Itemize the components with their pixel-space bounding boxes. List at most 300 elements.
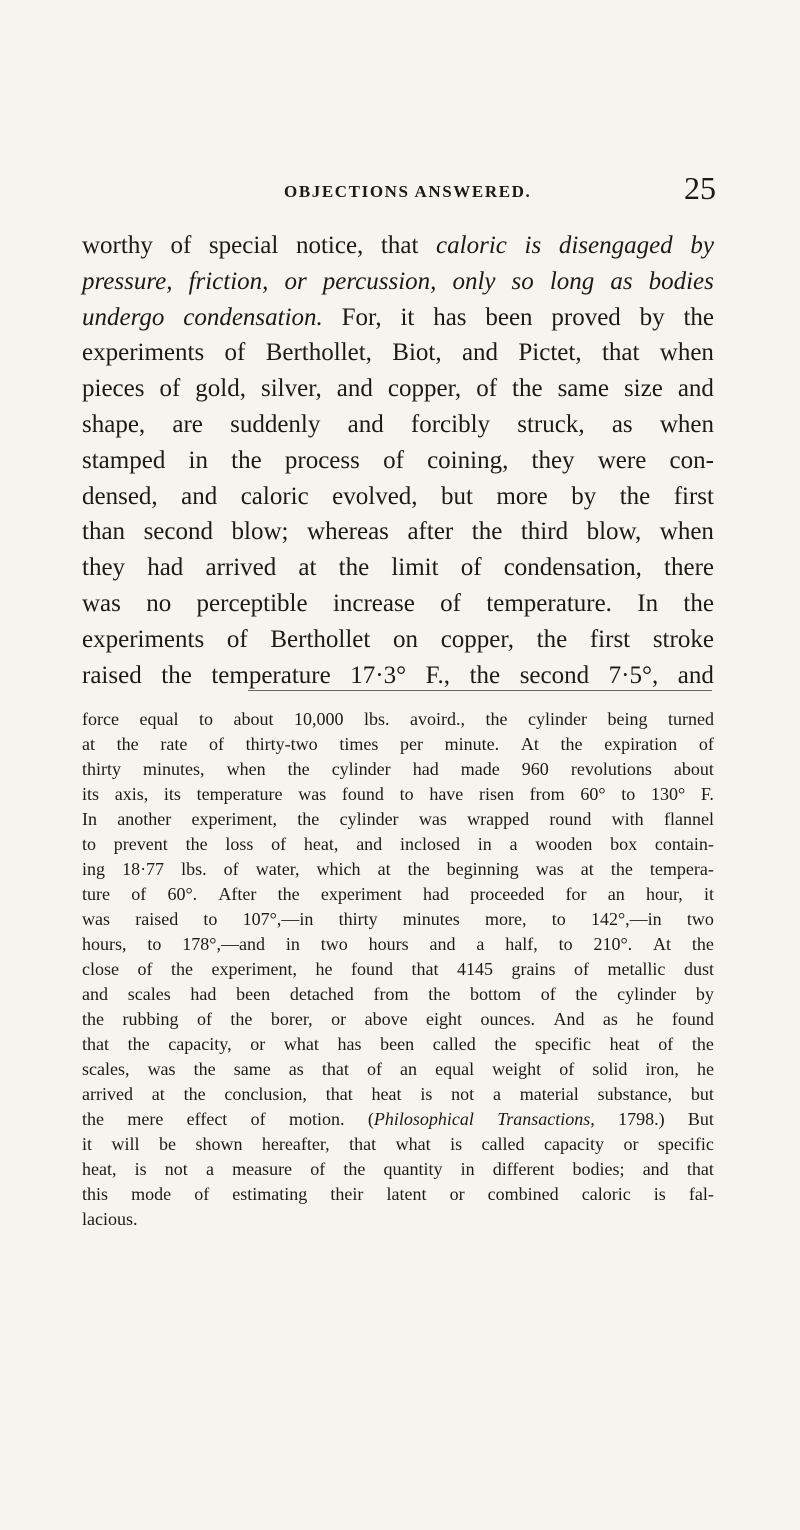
footnote-line [82, 982, 714, 1007]
footnote-word: that [321, 1059, 349, 1079]
body-line [82, 514, 714, 550]
body-line [82, 300, 714, 336]
footnote-word: effect [186, 1109, 228, 1129]
footnote-word: capacity [544, 1134, 604, 1154]
footnote-word: more, [485, 909, 527, 929]
footnote-word: motion. [289, 1109, 345, 1129]
body-word: and [181, 482, 218, 510]
footnote-line [82, 1132, 714, 1157]
footnote-line [82, 707, 714, 732]
footnote-word: to [551, 909, 566, 929]
footnote-word: and [429, 934, 456, 954]
footnote-word: heat, [303, 834, 339, 854]
footnote-word: equal [139, 709, 179, 729]
footnote-line [82, 1207, 714, 1232]
footnote-word: cylinder [527, 709, 587, 729]
footnote-word: at [151, 1084, 165, 1104]
footnote-word: to [399, 784, 414, 804]
body-word: copper, [387, 375, 462, 403]
footnote-word: its [82, 784, 100, 804]
footnote-word: Transactions, [497, 1109, 595, 1129]
footnote-word: of [194, 1184, 210, 1204]
body-word: it [400, 303, 415, 331]
body-word: undergo [82, 303, 165, 331]
footnote-word: as [288, 1059, 304, 1079]
body-word: or [284, 267, 307, 295]
footnote-word: lbs. [363, 709, 390, 729]
footnote-word: at [580, 859, 594, 879]
footnote-word: that [349, 1134, 377, 1154]
body-word: experiments [82, 625, 205, 653]
footnote-word: rubbing [122, 1009, 179, 1029]
footnote-word: had [423, 884, 450, 904]
body-line [82, 407, 714, 443]
footnote-word: cylinder [339, 809, 399, 829]
footnote-word: he [315, 959, 333, 979]
footnote-word: to [82, 834, 97, 854]
body-word: the [683, 303, 714, 331]
footnote-word: been [236, 984, 271, 1004]
footnote-word: inclosed [399, 834, 460, 854]
body-word: of [476, 375, 498, 403]
body-word: evolved, [332, 482, 418, 510]
footnote-word: was [298, 784, 327, 804]
footnote-word: hours, [82, 934, 127, 954]
footnote-word: 1798.) [618, 1109, 665, 1129]
footnote-word: not [164, 1159, 188, 1179]
footnote-word: capacity, [168, 1034, 232, 1054]
footnote-word: bodies; [572, 1159, 625, 1179]
footnote-word: weight [492, 1059, 542, 1079]
running-title: OBJECTIONS ANSWERED. [284, 182, 532, 201]
footnote-word: its [163, 784, 181, 804]
footnote-word: lacious. [82, 1209, 138, 1229]
body-word: are [172, 410, 203, 438]
footnote-word: be [158, 1134, 176, 1154]
body-word: after [407, 518, 454, 546]
footnote-word: per [400, 734, 423, 754]
footnote-word: is [653, 1184, 666, 1204]
footnote-word: two [686, 909, 714, 929]
footnote-word: ture [82, 884, 110, 904]
footnote-word: is [420, 1084, 433, 1104]
body-word: that [380, 232, 419, 259]
body-word: was [82, 589, 121, 617]
footnote-word: of [698, 734, 714, 754]
footnote-word: measure [232, 1159, 293, 1179]
body-word: stamped [82, 446, 166, 474]
footnote-word: that [411, 959, 439, 979]
footnote-word: will [111, 1134, 140, 1154]
body-word: first [589, 625, 631, 653]
footnote-word: is [134, 1159, 147, 1179]
body-word: experiments [82, 339, 205, 367]
body-word: limit [391, 554, 439, 582]
footnote-word: revolutions [570, 759, 652, 779]
body-word: when [659, 410, 714, 438]
body-word: and [677, 661, 714, 689]
body-word: they [531, 446, 575, 474]
body-word: when [659, 518, 714, 546]
footnote-word: 142°,—in [590, 909, 662, 929]
footnote-word: of [658, 1034, 674, 1054]
body-word: arrived [205, 554, 277, 582]
footnote-word: thirty [82, 759, 121, 779]
footnote-word: it [82, 1134, 93, 1154]
footnote-word: detached [289, 984, 354, 1004]
body-word: In [637, 589, 659, 617]
body-line [82, 586, 714, 622]
body-word: pieces [82, 375, 145, 403]
body-word: by [571, 482, 597, 510]
footnote-word: in [285, 934, 300, 954]
footnote-word: from [373, 984, 409, 1004]
body-word: as [611, 410, 633, 438]
footnote-word: cylinder [617, 984, 677, 1004]
footnote-word: two [320, 934, 348, 954]
body-text [82, 228, 714, 693]
footnote-word: the [610, 859, 633, 879]
body-word: 17·3° [350, 661, 407, 689]
body-word: at [298, 554, 317, 582]
body-word: of [440, 589, 461, 617]
footnote-word: arrived [82, 1084, 133, 1104]
footnote-word: hours [368, 934, 409, 954]
footnote-word: was [147, 1059, 176, 1079]
running-head [284, 170, 716, 218]
footnote-word: expiration [604, 734, 678, 754]
footnote-word: minutes [402, 909, 460, 929]
body-word: caloric [240, 482, 309, 510]
footnote-word: being [607, 709, 648, 729]
footnote-word: raised [135, 909, 179, 929]
footnote-word: of [137, 959, 153, 979]
body-word: copper, [440, 625, 514, 653]
footnote-word: minutes, [143, 759, 205, 779]
footnote-word: the [560, 734, 583, 754]
footnote-word: had [412, 759, 439, 779]
body-line [82, 264, 714, 300]
footnote-word: prevent [113, 834, 168, 854]
footnote-word: the [691, 1034, 714, 1054]
body-word: shape, [82, 410, 146, 438]
footnote-word: from [529, 784, 565, 804]
footnote-word: wooden [535, 834, 593, 854]
footnote-word: had [190, 984, 217, 1004]
footnote-line [82, 1157, 714, 1182]
page-number: 25 [684, 170, 716, 206]
footnote-word: At [653, 934, 672, 954]
footnote-word: thirty-two [245, 734, 318, 754]
body-word: more [496, 482, 548, 510]
body-word: the [683, 589, 714, 617]
footnote-word: of [271, 834, 287, 854]
footnote-word: ounces. [480, 1009, 535, 1029]
body-word: first [673, 482, 714, 510]
footnote-word: temperature [196, 784, 283, 804]
body-word: than [82, 518, 126, 546]
footnote-word: the [82, 1109, 104, 1129]
footnote-word: specific [657, 1134, 714, 1154]
footnote-word: hereafter, [261, 1134, 330, 1154]
footnote-word: combined [487, 1184, 559, 1204]
body-word: of [226, 625, 248, 653]
footnote-line [82, 1107, 714, 1132]
body-word: of [383, 446, 404, 474]
footnote-word: the [287, 759, 310, 779]
footnote-word: that [686, 1159, 714, 1179]
footnote-word: 4145 [456, 959, 493, 979]
body-word: temperature. [486, 589, 612, 617]
footnote-word: water, [255, 859, 300, 879]
body-word: same [557, 375, 609, 403]
footnote-word: the [297, 809, 320, 829]
body-word: Berthollet [270, 625, 371, 653]
body-line [82, 479, 714, 515]
body-word: been [485, 303, 533, 331]
footnote-word: an [400, 1059, 418, 1079]
footnote-word: experiment, [191, 809, 278, 829]
footnote-word: cylinder [331, 759, 391, 779]
footnote-word: iron, [645, 1059, 679, 1079]
body-word: that [601, 339, 640, 367]
body-word: on [393, 625, 419, 653]
footnote-word: as [602, 1009, 618, 1029]
footnote-word: the [127, 1034, 150, 1054]
footnote-word: conclusion, [224, 1084, 307, 1104]
footnote-word: the [185, 834, 208, 854]
footnote-word: and [356, 834, 383, 854]
footnote-word: he [696, 1059, 714, 1079]
footnote-word: called [432, 1034, 476, 1054]
footnote-word: In [82, 809, 97, 829]
footnote-word: of [223, 859, 239, 879]
footnote-word: 107°,—in [242, 909, 314, 929]
body-word: blow; [231, 518, 289, 546]
footnote-word: of [131, 884, 147, 904]
footnote-line [82, 732, 714, 757]
body-line [82, 443, 714, 479]
footnote-word: of [366, 1059, 382, 1079]
footnote-word: an [607, 884, 625, 904]
body-word: con- [669, 446, 714, 474]
body-word: the [469, 661, 501, 689]
footnote-word: to [621, 784, 636, 804]
footnote-rule [248, 690, 712, 691]
footnote-word: the [193, 1059, 216, 1079]
footnote-word: the [82, 1009, 104, 1029]
footnote-word: the [691, 934, 714, 954]
footnote-line [82, 932, 714, 957]
footnote-line [82, 882, 714, 907]
footnote-word: experiment [320, 884, 402, 904]
footnote-word: found [350, 959, 393, 979]
footnote-word: 60° [580, 784, 606, 804]
footnote-word: or [331, 1009, 347, 1029]
footnote-word: this [82, 1184, 109, 1204]
body-word: has [433, 303, 467, 331]
footnote-word: mode [131, 1184, 172, 1204]
footnote-word: the [230, 1009, 253, 1029]
footnote-word: and [82, 984, 108, 1004]
footnote-word: same [233, 1059, 271, 1079]
footnote-word: or [623, 1134, 639, 1154]
footnote-line [82, 832, 714, 857]
footnote-word: is [450, 1134, 463, 1154]
body-word: struck, [517, 410, 585, 438]
footnote-word: solid [592, 1059, 628, 1079]
footnote-word: risen [478, 784, 514, 804]
footnote-word: 130° [650, 784, 686, 804]
body-word: densed, [82, 482, 158, 510]
footnote-word: a [476, 934, 485, 954]
footnote-word: After [218, 884, 257, 904]
body-word: and [336, 375, 373, 403]
footnote-word: a [509, 834, 518, 854]
body-word: and [461, 339, 499, 367]
footnote-word: what [283, 1034, 319, 1054]
body-line [82, 622, 714, 658]
footnote-word: he [636, 1009, 654, 1029]
footnote-word: but [690, 1084, 714, 1104]
footnote-word: loss [225, 834, 254, 854]
footnote-word: the [494, 1034, 517, 1054]
body-word: the [338, 554, 370, 582]
footnote-line [82, 1082, 714, 1107]
footnote-word: and [642, 1159, 669, 1179]
body-word: increase [332, 589, 415, 617]
footnote-word: thirty [338, 909, 378, 929]
footnote-word: estimating [232, 1184, 308, 1204]
footnote-word: 178°,—and [182, 934, 265, 954]
footnote-word: lbs. [181, 859, 207, 879]
footnote-word: (Philosophical [367, 1109, 474, 1129]
footnote-word: scales, [82, 1059, 130, 1079]
footnote-word: was [535, 859, 564, 879]
footnote-word: the [183, 1084, 206, 1104]
footnote-word: to [147, 934, 162, 954]
body-word: size [623, 375, 663, 403]
body-line [82, 658, 714, 694]
body-word: and [347, 410, 384, 438]
footnote [82, 707, 714, 1232]
footnote-line [82, 907, 714, 932]
footnote-word: close [82, 959, 119, 979]
footnote-word: their [330, 1184, 364, 1204]
footnote-word: of [196, 1009, 212, 1029]
body-word: the [536, 625, 568, 653]
footnote-word: that [325, 1084, 353, 1104]
footnote-word: of [310, 1159, 326, 1179]
body-line [82, 371, 714, 407]
body-word: suddenly [230, 410, 321, 438]
footnote-word: to [558, 934, 573, 954]
footnote-word: heat, [82, 1159, 117, 1179]
footnote-word: wrapped [467, 809, 530, 829]
body-word: percussion, [322, 267, 437, 295]
footnote-word: of [540, 984, 556, 1004]
body-word: silver, [261, 375, 322, 403]
body-line [82, 228, 714, 264]
body-word: were [597, 446, 647, 474]
footnote-word: But [687, 1109, 714, 1129]
footnote-word: to [203, 909, 218, 929]
footnote-word: which [316, 859, 361, 879]
body-word: the [231, 446, 262, 474]
footnote-word: for [565, 884, 587, 904]
footnote-word: a [205, 1159, 214, 1179]
footnote-word: when [226, 759, 266, 779]
footnote-word: bottom [469, 984, 521, 1004]
body-word: caloric [436, 232, 507, 259]
body-word: process [284, 446, 360, 474]
footnote-word: the [343, 1159, 366, 1179]
body-word: is [524, 232, 542, 259]
footnote-word: beginning [446, 859, 519, 879]
footnote-word: 10,000 [293, 709, 344, 729]
body-word: the [619, 482, 651, 510]
footnote-word: of [250, 1109, 266, 1129]
footnote-word: it [703, 884, 714, 904]
footnote-word: caloric [581, 1184, 631, 1204]
footnote-word: borer, [270, 1009, 313, 1029]
footnote-line [82, 1007, 714, 1032]
footnote-word: the [485, 709, 508, 729]
footnote-word: or [250, 1034, 266, 1054]
footnote-word: what [395, 1134, 431, 1154]
footnote-word: found [341, 784, 384, 804]
body-word: 7·5°, [608, 661, 659, 689]
body-word: so [511, 267, 534, 295]
body-word: forcibly [410, 410, 491, 438]
footnote-word: experiment, [211, 959, 297, 979]
footnote-word: metallic [607, 959, 666, 979]
footnote-word: latent [386, 1184, 427, 1204]
footnote-word: scales [127, 984, 171, 1004]
body-word: Biot, [392, 339, 442, 367]
body-word: whereas [307, 518, 389, 546]
body-word: For, [341, 303, 382, 331]
body-word: coining, [427, 446, 509, 474]
footnote-word: dust [683, 959, 714, 979]
body-word: they [82, 554, 126, 582]
body-line [82, 550, 714, 586]
body-word: special [208, 232, 279, 259]
footnote-word: about [673, 759, 714, 779]
footnote-word: grains [511, 959, 556, 979]
body-word: there [664, 554, 714, 582]
body-word: as [610, 267, 633, 295]
body-word: but [441, 482, 473, 510]
footnote-word: the [116, 734, 139, 754]
footnote-word: that [82, 1034, 109, 1054]
body-word: third [520, 518, 569, 546]
body-word: Pictet, [518, 339, 582, 367]
footnote-word: eight [426, 1009, 463, 1029]
body-word: proved [551, 303, 621, 331]
footnote-line [82, 782, 714, 807]
footnote-word: substance, [597, 1084, 673, 1104]
footnote-word: flannel [663, 809, 714, 829]
footnote-word: tempera- [649, 859, 714, 879]
footnote-word: fal- [688, 1184, 714, 1204]
footnote-word: at [377, 859, 391, 879]
body-word: friction, [188, 267, 269, 295]
footnote-word: minute. [444, 734, 500, 754]
footnote-word: force [82, 709, 119, 729]
body-word: when [659, 339, 714, 367]
body-word: F., [425, 661, 451, 689]
